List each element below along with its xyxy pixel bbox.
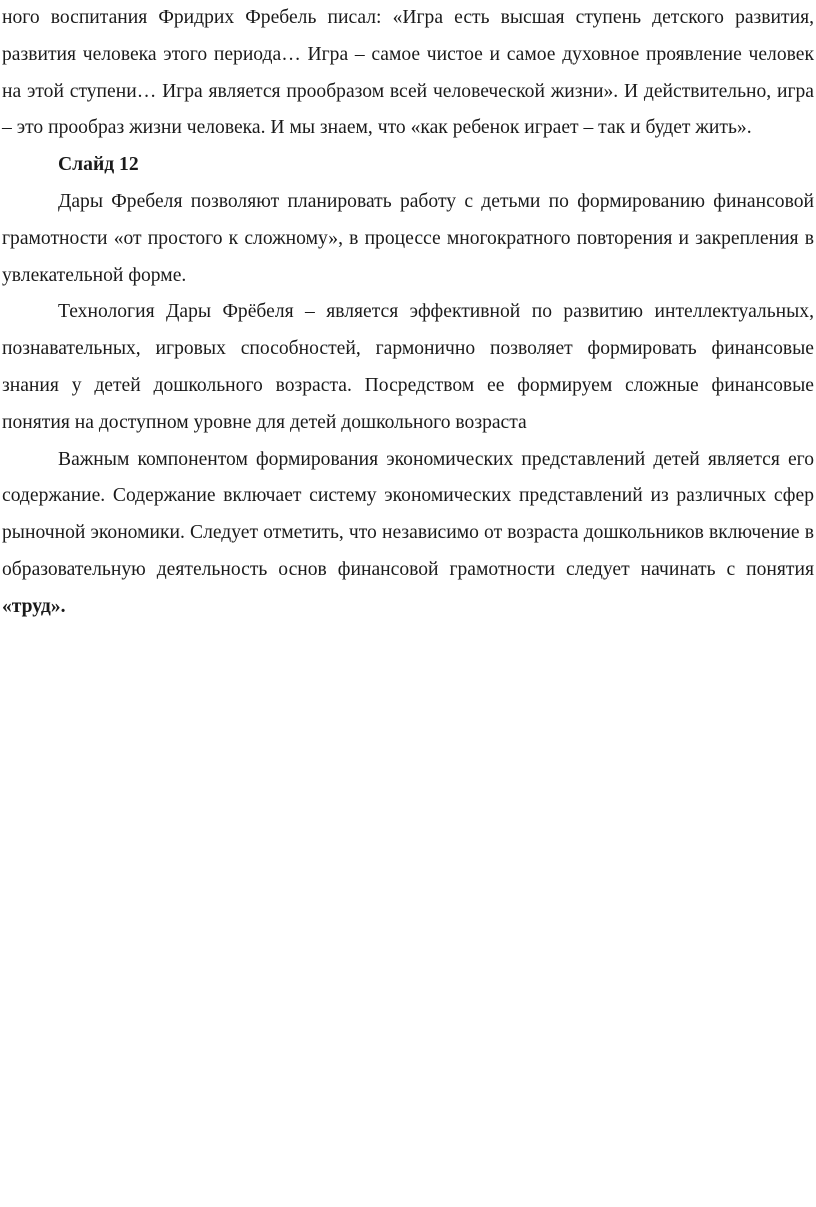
document-body [2,0,814,626]
slide-heading: Слайд 12 [58,154,139,176]
paragraph-economic-content [2,442,814,626]
labor-term-bold: «труд». [2,595,66,617]
paragraph-technology: Технология Дары Фрёбеля – является эффективной по развитию интеллектуальных, познавательных, игровых способностей, гармонично позволяет формировать финансовые знания у детей дошкольного возраста. Посредством ее формируем сложные финансовые понятия на доступном уровне для детей дошкольного возраста [2,301,814,433]
paragraph-froebel-gifts: Дары Фребеля позволяют планировать работу с детьми по формированию финансовой грамотности «от простого к сложному», в процессе многократного повторения и закрепления в увлекательной форме. [2,190,814,286]
paragraph-economic-content-text: Важным компонентом формирования экономических представлений детей является его содержание. Содержание включает систему экономических представлений из различных сфер рыночной экономики. Следует отметить, что независимо от возраста дошкольников включение в образовательную деятельность основ финансовой грамотности следует начинать с понятия [2,448,814,580]
paragraph-froebel-quote: ного воспитания Фридрих Фребель писал: «Игра есть высшая ступень детского развития, развития человека этого периода… Игра – самое чистое и самое духовное проявление человек на этой ступени… Игра является прообразом всей человеческой жизни». И действительно, игра – это прообраз жизни человека. И мы знаем, что «как ребенок играет – так и будет жить». [2,7,814,139]
